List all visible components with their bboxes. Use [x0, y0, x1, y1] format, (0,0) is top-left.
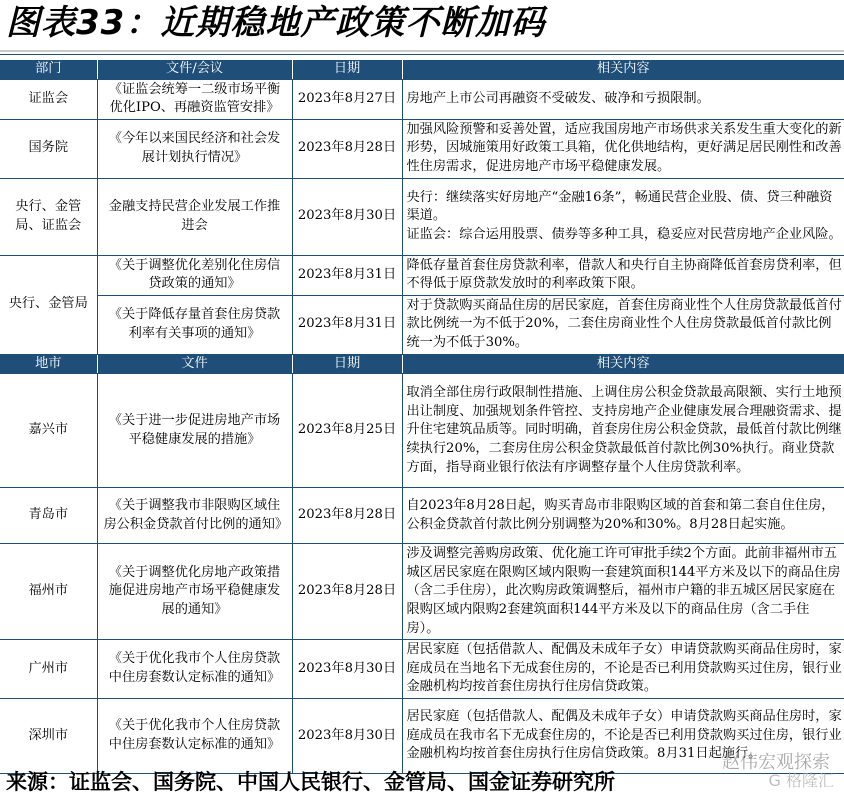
header-doc: 文件/会议: [97, 60, 292, 79]
header-date: 日期: [292, 354, 402, 374]
date-cell: 2023年8月30日: [292, 698, 402, 773]
header-date: 日期: [292, 60, 402, 79]
date-cell: 2023年8月27日: [292, 79, 402, 119]
table-row: [0, 255, 844, 295]
source-note: 来源：证监会、国务院、中国人民银行、金管局、国金证券研究所: [6, 770, 615, 794]
page-title: 图表33：近期稳地产政策不断加码: [6, 3, 546, 43]
header-content: 相关内容: [402, 354, 844, 374]
table-row: [0, 79, 844, 119]
content-cell: 涉及调整完善购房政策、优化施工许可审批手续2个方面。此前非福州市五城区居民家庭在限购区域内限购一套建筑面积144平方米及以下的商品住房（含二手住房），此次购房政策调整后，福州市户籍的非五城区居民家庭在限购区域内限购2套建筑面积144平方米及以下的商品住房（含二手住房）。: [402, 544, 844, 640]
dept-cell: 国务院: [0, 119, 97, 178]
doc-cell: 《关于优化我市个人住房贷款中住房套数认定标准的通知》: [97, 640, 292, 699]
section2-header-row: [0, 354, 844, 374]
table-row: [0, 119, 844, 178]
header-doc: 文件: [97, 354, 292, 374]
doc-cell: 金融支持民营企业发展工作推进会: [97, 178, 292, 255]
content-cell: 居民家庭（包括借款人、配偶及未成年子女）申请贷款购买商品住房时，家庭成员在我市名下无成套住房的，不论是否已利用贷款购买过住房，银行业金融机构均按首套住房执行住房信贷政策。8月31日起施行。: [402, 698, 844, 773]
section1-header-row: [0, 60, 844, 79]
table-row: [0, 640, 844, 699]
content-cell: 央行：继续落实好房地产“金融16条”，畅通民营企业股、债、贷三种融资渠道。 证监会：综合运用股票、债券等多种工具，稳妥应对民营房地产企业风险。: [402, 178, 844, 255]
header-city: 地市: [0, 354, 97, 374]
dept-cell: 央行、金管局: [0, 255, 97, 354]
date-cell: 2023年8月28日: [292, 488, 402, 544]
header-content: 相关内容: [402, 60, 844, 79]
header-dept: 部门: [0, 60, 97, 79]
content-cell: 取消全部住房行政限制性措施、上调住房公积金贷款最高限额、实行土地预出让制度、加强规划条件管控、支持房地产企业健康发展合理融资需求、提升住宅建筑品质等。同时明确，首套房住房公积金贷款，最低首付款比例继续执行20%，二套房住房公积金贷款最低首付款比例30%执行。商业贷款方面，指导商业银行依法有序调整存量个人住房贷款利率。: [402, 374, 844, 488]
title-rule-blue: [0, 54, 844, 55]
doc-cell: 《关于调整优化差别化住房信贷政策的通知》: [97, 255, 292, 295]
doc-cell: 《关于优化我市个人住房贷款中住房套数认定标准的通知》: [97, 698, 292, 773]
table-row: [0, 178, 844, 255]
doc-cell: 《证监会统筹一二级市场平衡优化IPO、再融资监管安排》: [97, 79, 292, 119]
content-cell: 降低存量首套住房贷款利率，借款人和央行自主协商降低首套房贷利率，但不得低于原贷款发放时的利率政策下限。: [402, 255, 844, 295]
date-cell: 2023年8月30日: [292, 178, 402, 255]
content-cell: 房地产上市公司再融资不受破发、破净和亏损限制。: [402, 79, 844, 119]
doc-cell: 《关于降低存量首套住房贷款利率有关事项的通知》: [97, 295, 292, 354]
doc-cell: 《今年以来国民经济和社会发展计划执行情况》: [97, 119, 292, 178]
date-cell: 2023年8月31日: [292, 255, 402, 295]
date-cell: 2023年8月30日: [292, 640, 402, 699]
table-row: [0, 295, 844, 354]
doc-cell: 《关于调整优化房地产政策措施促进房地产市场平稳健康发展的通知》: [97, 544, 292, 640]
date-cell: 2023年8月28日: [292, 119, 402, 178]
city-cell: 青岛市: [0, 488, 97, 544]
table-row: [0, 544, 844, 640]
watermark-text: 赵伟宏观探索: [722, 752, 830, 773]
table-row: [0, 488, 844, 544]
table-row: [0, 374, 844, 488]
content-cell: 加强风险预警和妥善处置，适应我国房地产市场供求关系发生重大变化的新形势，因城施策用好政策工具箱，优化供地结构，更好满足居民刚性和改善性住房需求，促进房地产市场平稳健康发展。: [402, 119, 844, 178]
dept-cell: 央行、金管局、证监会: [0, 178, 97, 255]
city-cell: 广州市: [0, 640, 97, 699]
table-row: [0, 698, 844, 773]
content-cell: 居民家庭（包括借款人、配偶及未成年子女）申请贷款购买商品住房时，家庭成员在当地名下无成套住房的，不论是否已利用贷款购买过住房，银行业金融机构均按首套住房执行住房信贷政策。: [402, 640, 844, 699]
dept-cell: 证监会: [0, 79, 97, 119]
doc-cell: 《关于调整我市非限购区域住房公积金贷款首付比例的通知》: [97, 488, 292, 544]
date-cell: 2023年8月31日: [292, 295, 402, 354]
city-cell: 嘉兴市: [0, 374, 97, 488]
title-rule: [0, 50, 844, 52]
content-cell: 自2023年8月28日起，购买青岛市非限购区域的首套和第二套自住住房，公积金贷款首付款比例分别调整为20%和30%。8月28日起实施。: [402, 488, 844, 544]
city-cell: 福州市: [0, 544, 97, 640]
content-cell: 对于贷款购买商品住房的居民家庭，首套住房商业性个人住房贷款最低首付款比例统一为不低于20%，二套住房商业性个人住房贷款最低首付款比例统一为不低于30%。: [402, 295, 844, 354]
doc-cell: 《关于进一步促进房地产市场平稳健康发展的措施》: [97, 374, 292, 488]
date-cell: 2023年8月28日: [292, 544, 402, 640]
watermark-logo: G 格隆汇: [768, 771, 834, 790]
policy-table: [0, 60, 844, 774]
city-cell: 深圳市: [0, 698, 97, 773]
date-cell: 2023年8月25日: [292, 374, 402, 488]
